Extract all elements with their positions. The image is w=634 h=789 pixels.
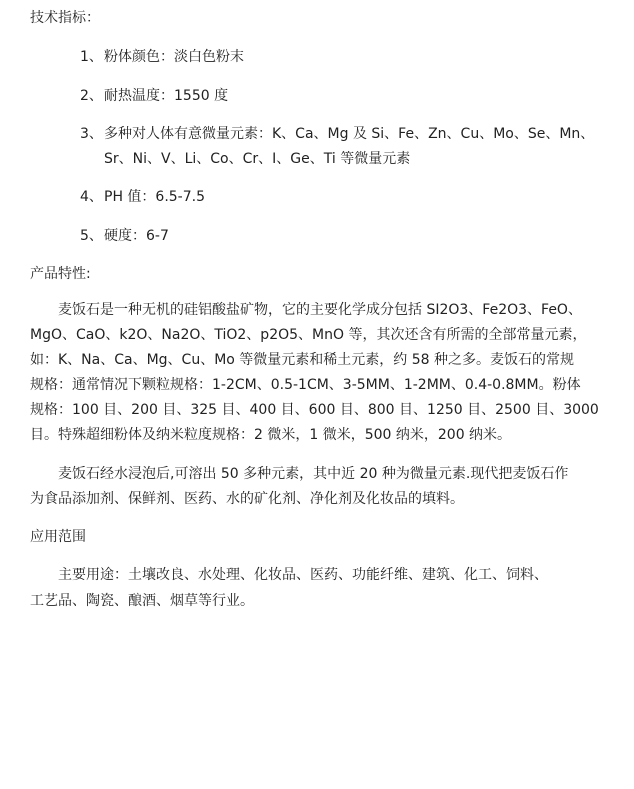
spec-item <box>80 185 600 209</box>
paragraph-line: 规格：通常情况下颗粒规格：1-2CM、0.5-1CM、3-5MM、1-2MM、0.4-0.8MM。粉体 <box>30 377 581 393</box>
paragraph-line: 为食品添加剂、保鲜剂、医药、水的矿化剂、净化剂及化妆品的填料。 <box>30 491 464 507</box>
spec-text: 多种对人体有意微量元素：K、Ca、Mg 及 Si、Fe、Zn、Cu、Mo、Se、Mn、 <box>104 126 595 142</box>
paragraph-line: 如：K、Na、Ca、Mg、Cu、Mo 等微量元素和稀土元素，约 58 种之多。麦饭石的常规 <box>30 352 575 368</box>
spec-number: 5、 <box>80 228 103 244</box>
spec-text-continuation: Sr、Ni、V、Li、Co、Cr、I、Ge、Ti 等微量元素 <box>104 151 411 167</box>
spec-number: 3、 <box>80 126 103 142</box>
spec-number: 1、 <box>80 49 103 65</box>
features-heading: 产品特性: <box>30 266 91 282</box>
paragraph-line: 工艺品、陶瓷、酿酒、烟草等行业。 <box>30 593 254 609</box>
spec-text: PH 值：6.5-7.5 <box>104 189 206 205</box>
paragraph-line: 规格：100 目、200 目、325 目、400 目、600 目、800 目、1250 目、2500 目、3000 <box>30 402 599 418</box>
spec-item <box>80 45 600 69</box>
paragraph-line: 目。特殊超细粉体及纳米粒度规格：2 微米，1 微米，500 纳米，200 纳米。 <box>30 427 512 443</box>
spec-item <box>80 122 600 146</box>
usage-heading: 应用范围 <box>30 529 86 545</box>
spec-heading: 技术指标： <box>30 10 100 26</box>
paragraph-line: 麦饭石经水浸泡后,可溶出 50 多种元素，其中近 20 种为微量元素.现代把麦饭石作 <box>58 466 569 482</box>
paragraph-line: MgO、CaO、k2O、Na2O、TiO2、p2O5、MnO 等，其次还含有所需的全部常量元素， <box>30 327 587 343</box>
spec-item <box>80 224 600 248</box>
spec-text: 耐热温度：1550 度 <box>104 88 229 104</box>
paragraph-line: 麦饭石是一种无机的硅铝酸盐矿物，它的主要化学成分包括 SI2O3、Fe2O3、FeO、 <box>58 302 582 318</box>
spec-text: 粉体颜色：淡白色粉末 <box>104 49 244 65</box>
spec-item <box>80 84 600 108</box>
spec-text: 硬度：6-7 <box>104 228 169 244</box>
paragraph-line: 主要用途：土壤改良、水处理、化妆品、医药、功能纤维、建筑、化工、饲料、 <box>58 567 548 583</box>
spec-number: 4、 <box>80 189 103 205</box>
spec-number: 2、 <box>80 88 103 104</box>
